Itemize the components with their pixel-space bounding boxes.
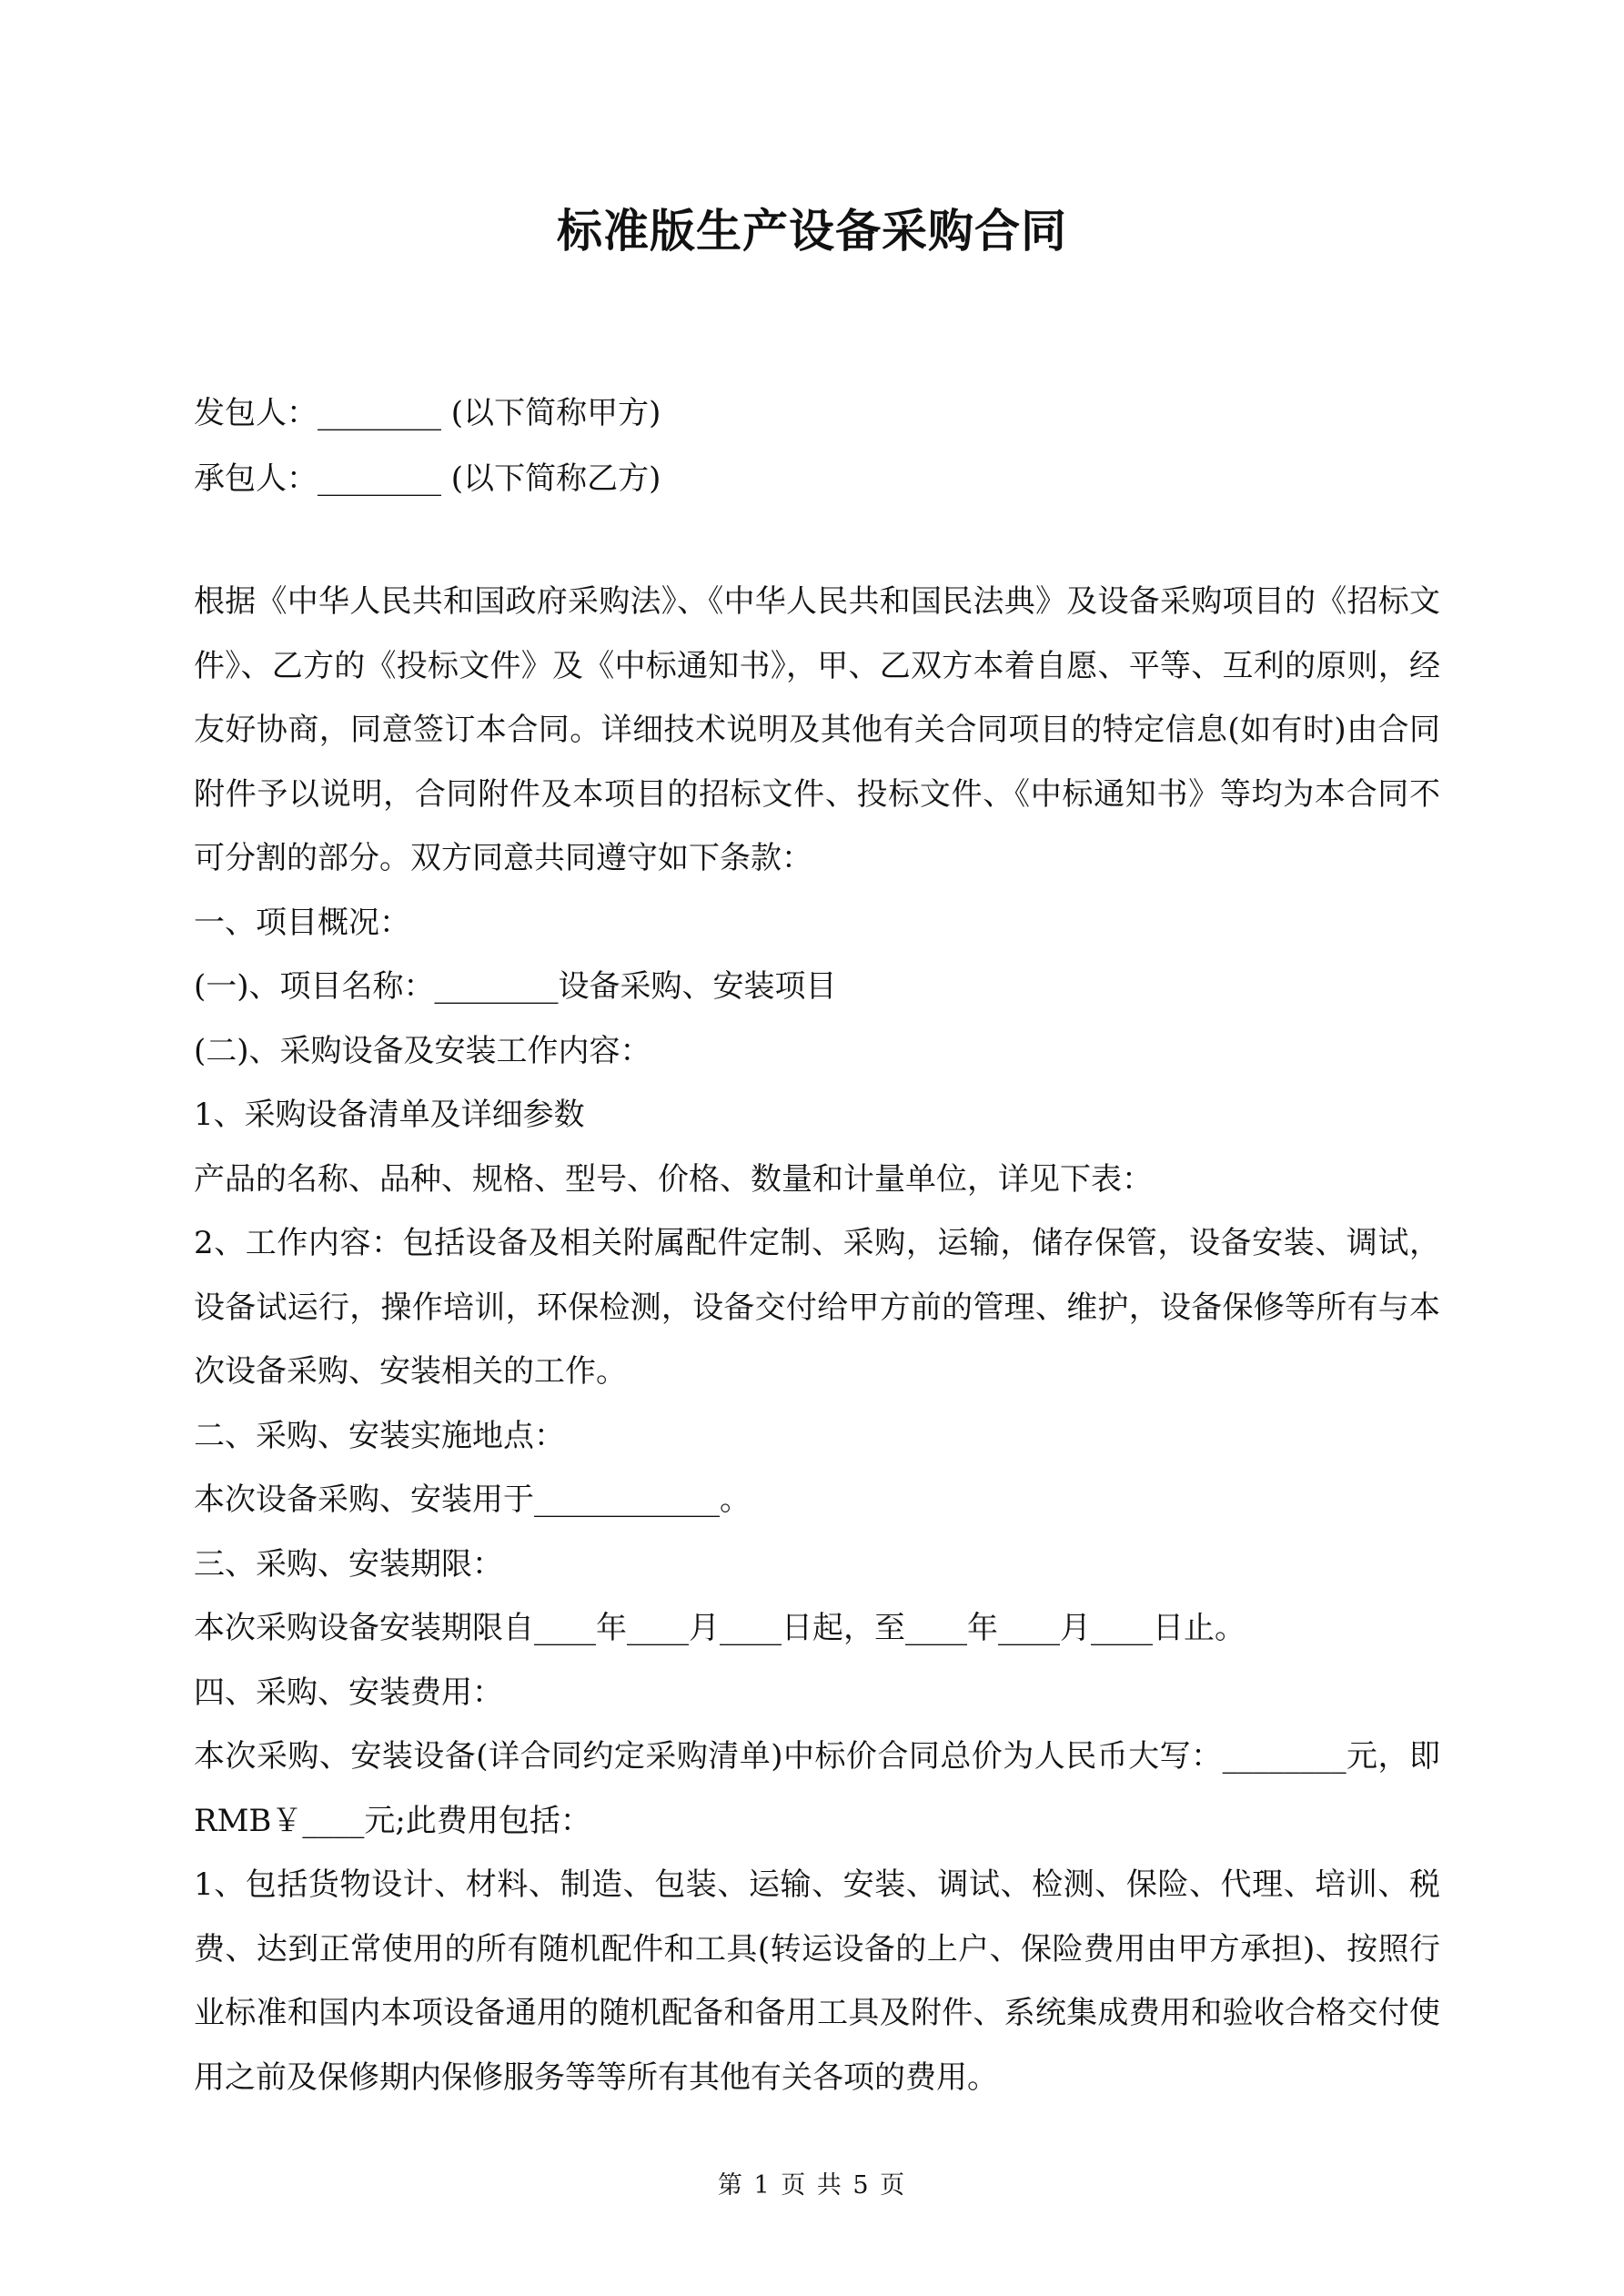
project-name-line: (一)、项目名称：________设备采购、安装项目	[194, 968, 837, 1005]
document-title: 标准版生产设备采购合同	[557, 204, 1067, 258]
section-heading-fees: 四、采购、安装费用：	[194, 1674, 503, 1711]
contract-body	[194, 570, 1440, 2109]
party-a-line: 发包人：________ (以下简称甲方)	[194, 395, 661, 431]
product-details-line: 产品的名称、品种、规格、型号、价格、数量和计量单位，详见下表：	[194, 1160, 1153, 1198]
section-heading-location: 二、采购、安装实施地点：	[194, 1417, 565, 1454]
section-heading-project-overview: 一、项目概况：	[194, 904, 410, 941]
party-b-line: 承包人：________ (以下简称乙方)	[194, 460, 661, 497]
period-line: 本次采购设备安装期限自____年____月____日起，至____年____月____日止。	[194, 1610, 1246, 1646]
section-heading-period: 三、采购、安装期限：	[194, 1545, 503, 1583]
fee-total-paragraph: 本次采购、安装设备(详合同约定采购清单)中标价合同总价为人民币大写：________元，即RMB￥____元;此费用包括：	[194, 1738, 1440, 1839]
fee-item-paragraph: 1、包括货物设计、材料、制造、包装、运输、安装、调试、检测、保险、代理、培训、税费、达到正常使用的所有随机配件和工具(转运设备的上户、保险费用由甲方承担)、按照行业标准和国内本项设备通用的随机配备和备用工具及附件、系统集成费用和验收合格交付使用之前及保修期内保修服务等等所有其他有关各项的费用。	[194, 1866, 1440, 2096]
procurement-content-heading: (二)、采购设备及安装工作内容：	[194, 1032, 651, 1069]
work-content-paragraph: 2、工作内容：包括设备及相关附属配件定制、采购，运输，储存保管，设备安装、调试，设备试运行，操作培训，环保检测，设备交付给甲方前的管理、维护，设备保修等所有与本次设备采购、安装相关的工作。	[194, 1225, 1440, 1390]
page-number-footer: 第 1 页 共 5 页	[717, 2171, 907, 2200]
equipment-list-line: 1、采购设备清单及详细参数	[194, 1097, 585, 1133]
location-line: 本次设备采购、安装用于____________。	[194, 1482, 751, 1518]
intro-paragraph: 根据《中华人民共和国政府采购法》、《中华人民共和国民法典》及设备采购项目的《招标文件》、乙方的《投标文件》及《中标通知书》，甲、乙双方本着自愿、平等、互利的原则，经友好协商，同意签订本合同。详细技术说明及其他有关合同项目的特定信息(如有时)由合同附件予以说明，合同附件及本项目的招标文件、投标文件、《中标通知书》等均为本合同不可分割的部分。双方同意共同遵守如下条款：	[194, 583, 1440, 876]
parties-block	[194, 380, 1440, 511]
